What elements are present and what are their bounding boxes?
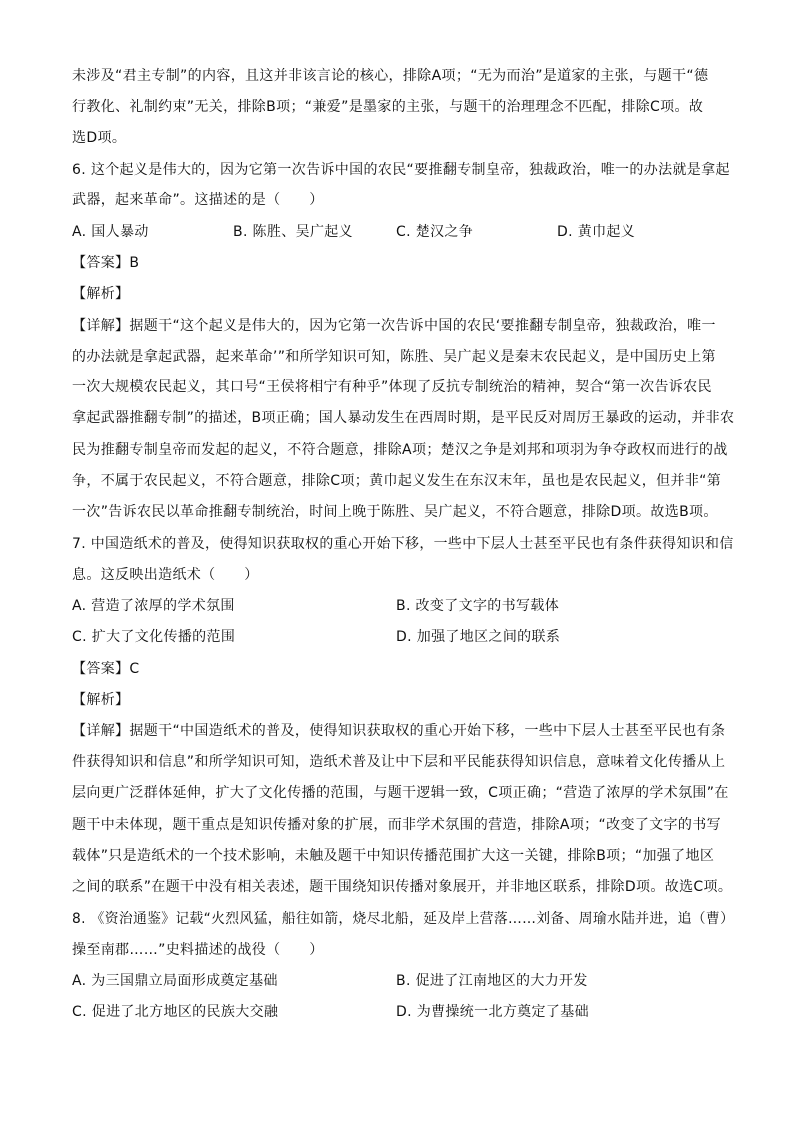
text-line: 未涉及“君主专制”的内容，且这并非该言论的核心，排除A项；“无为而治”是道家的主张，与题干“德 xyxy=(72,68,709,84)
explanation-line: 【详解】据题干“这个起义是伟大的，因为它第一次告诉中国的农民‘要推翻专制皇帝，独裁政治，唯一 xyxy=(72,318,716,334)
explanation-line: 题干中未体现，题干重点是知识传播对象的扩展，而非学术氛围的营造，排除A项；“改变了文字的书写 xyxy=(72,817,721,833)
q6-option-b: B. 陈胜、吴广起义 xyxy=(233,224,354,240)
explanation-line: 争，不属于农民起义，不符合题意，排除C项；黄巾起义发生在东汉末年，虽也是农民起义，但并非“第 xyxy=(72,473,722,489)
text-line: 选D项。 xyxy=(72,130,127,146)
q6-option-c: C. 楚汉之争 xyxy=(396,224,474,240)
answer-label: 【答案】B xyxy=(72,255,140,271)
q8-option-d: D. 为曹操统一北方奠定了基础 xyxy=(396,1004,589,1020)
question-8-stem: 操至南郡……”史料描述的战役（ ） xyxy=(72,942,324,958)
explanation-line: 拿起武器推翻专制”的描述，B项正确；国人暴动发生在西周时期，是平民反对周厉王暴政的运动，并非农 xyxy=(72,410,735,426)
analysis-label: 【解析】 xyxy=(72,692,130,708)
q8-option-b: B. 促进了江南地区的大力开发 xyxy=(396,973,588,989)
explanation-line: 【详解】据题干“中国造纸术的普及，使得知识获取权的重心开始下移，一些中下层人士甚至平民也有条 xyxy=(72,723,726,739)
question-7-stem: 7. 中国造纸术的普及，使得知识获取权的重心开始下移，一些中下层人士甚至平民也有条件获得知识和信 xyxy=(72,536,734,552)
explanation-line: 层向更广泛群体延伸，扩大了文化传播的范围，与题干逻辑一致，C项正确；“营造了浓厚的学术氛围”在 xyxy=(72,785,729,801)
explanation-line: 一次大规模农民起义，其口号“王侯将相宁有种乎”体现了反抗专制统治的精神，契合“第一次告诉农民 xyxy=(72,379,712,395)
q8-option-c: C. 促进了北方地区的民族大交融 xyxy=(72,1004,279,1020)
explanation-line: 之间的联系”在题干中没有相关表述，题干围绕知识传播对象展开，并非地区联系，排除D项。故选C项。 xyxy=(72,879,733,895)
explanation-line: 的办法就是拿起武器，起来革命’”和所学知识可知，陈胜、吴广起义是秦末农民起义，是中国历史上第 xyxy=(72,349,716,365)
q8-option-a: A. 为三国鼎立局面形成奠定基础 xyxy=(72,973,278,989)
explanation-line: 民为推翻专制皇帝而发起的起义，不符合题意，排除A项；楚汉之争是刘邦和项羽为争夺政权而进行的战 xyxy=(72,442,728,458)
q7-option-b: B. 改变了文字的书写载体 xyxy=(396,598,560,614)
explanation-line: 载体”只是造纸术的一个技术影响，未触及题干中知识传播范围扩大这一关键，排除B项；“加强了地区 xyxy=(72,848,715,864)
text-line: 行教化、礼制约束”无关，排除B项；“兼爱”是墨家的主张，与题干的治理理念不匹配，排除C项。故 xyxy=(72,99,704,115)
q6-option-a: A. 国人暴动 xyxy=(72,224,149,240)
answer-label: 【答案】C xyxy=(72,661,140,677)
question-8-stem: 8. 《资治通鉴》记载“火烈风猛，船往如箭，烧尽北船，延及岸上营落……刘备、周瑜水陆并进，追（曹） xyxy=(72,911,735,927)
explanation-line: 件获得知识和信息”和所学知识可知，造纸术普及让中下层和平民能获得知识信息，意味着文化传播从上 xyxy=(72,754,726,770)
explanation-line: 一次”告诉农民以革命推翻专制统治，时间上晚于陈胜、吴广起义，不符合题意，排除D项。故选B项。 xyxy=(72,504,718,520)
q7-option-a: A. 营造了浓厚的学术氛围 xyxy=(72,598,235,614)
q7-option-c: C. 扩大了文化传播的范围 xyxy=(72,629,236,645)
q7-option-d: D. 加强了地区之间的联系 xyxy=(396,629,561,645)
analysis-label: 【解析】 xyxy=(72,286,130,302)
question-6-stem: 武器，起来革命”。这描述的是（ ） xyxy=(72,192,324,208)
question-7-stem: 息。这反映出造纸术（ ） xyxy=(72,567,259,583)
q6-option-d: D. 黄巾起义 xyxy=(557,224,636,240)
question-6-stem: 6. 这个起义是伟大的，因为它第一次告诉中国的农民“要推翻专制皇帝，独裁政治，唯一的办法就是拿起 xyxy=(72,162,730,178)
